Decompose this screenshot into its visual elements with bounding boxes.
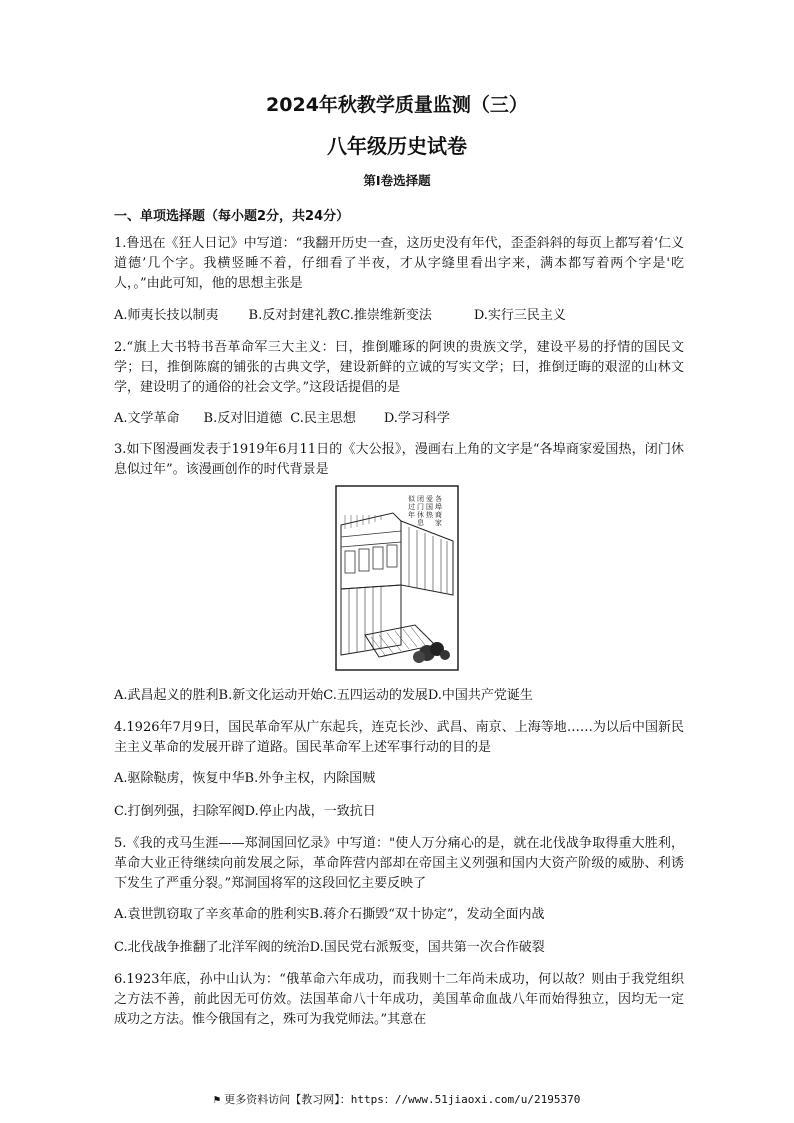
question-2-options: [114, 409, 450, 429]
svg-text:热: 热: [426, 511, 433, 519]
q5-option-b: B.蒋介石撕毁“双十协定”，发动全面内战: [309, 907, 545, 922]
question-4-options-row2: [114, 802, 376, 822]
q2-option-d: D.学习科学: [383, 411, 450, 426]
svg-text:门: 门: [417, 503, 424, 511]
q5-option-a: A.袁世凯窃取了辛亥革命的胜利实: [114, 907, 310, 922]
exam-title: 2024年秋教学质量监测（三）: [266, 94, 528, 116]
q5-option-c: C.北伐战争推翻了北洋军阀的统治: [114, 940, 310, 955]
q4-option-b: B.外争主权，内除国贼: [244, 771, 376, 786]
q1-option-d: D.实行三民主义: [473, 308, 566, 323]
question-4-options-row1: [114, 769, 375, 789]
q3-option-d: D.中国共产党诞生: [427, 688, 533, 703]
svg-text:闭: 闭: [417, 495, 424, 503]
question-3-stem: 3.如下图漫画发表于1919年6月11日的《大公报》，漫画右上角的文字是“各埠商家爱国热，闭门休息似过年”。该漫画创作的时代背景是: [114, 442, 684, 477]
section-heading: 一、单项选择题（每小题2分，共24分）: [114, 209, 350, 224]
svg-text:商: 商: [435, 511, 442, 519]
question-5-options-row1: [114, 905, 545, 925]
q3-option-b: B.新文化运动开始: [218, 688, 324, 703]
exam-subtitle: 八年级历史试卷: [327, 134, 467, 158]
flag-icon: ⚑: [213, 1093, 221, 1106]
question-3-options: [114, 686, 533, 706]
q2-option-b: B.反对旧道德: [203, 411, 283, 426]
q1-option-a: A.师夷长技以制夷: [114, 308, 219, 323]
svg-text:埠: 埠: [435, 503, 442, 511]
svg-text:国: 国: [426, 503, 433, 511]
svg-text:各: 各: [435, 495, 442, 503]
q1-option-c: C.推崇维新变法: [340, 308, 432, 323]
q3-option-a: A.武昌起义的胜利: [114, 688, 219, 703]
footer-link[interactable]: 更多资料访问【教习网】：https：//www.51jiaoxi.com/u/2195370: [224, 1093, 581, 1106]
question-5-options-row2: [114, 938, 545, 958]
question-4-stem: 4.1926年7月9日，国民革命军从广东起兵，连克长沙、武昌、南京、上海等地……为以后中国新民主主义革命的发展开辟了道路。国民革命军上述军事行动的目的是: [114, 720, 684, 755]
q3-option-c: C.五四运动的发展: [323, 688, 428, 703]
q1-option-b: B.反对封建礼教: [248, 308, 341, 323]
question-5-stem: 5.《我的戎马生涯——郑洞国回忆录》中写道："使人万分痛心的是，就在北伐战争取得重大胜利，革命大业正待继续向前发展之际，革命阵营内部却在帝国主义列强和国内大资产阶级的威胁、利诱下发生了严重分裂。”郑洞国将军的这段回忆主要反映了: [114, 836, 684, 891]
svg-text:家: 家: [435, 519, 442, 527]
q2-option-c: C.民主思想: [290, 411, 356, 426]
svg-text:过: 过: [408, 503, 415, 511]
question-6-stem: 6.1923年底，孙中山认为：“俄革命六年成功，而我则十二年尚未成功，何以故？则由于我党组织之方法不善，前此因无可仿效。法国革命八十年成功，美国革命血战八年而始得独立，因均无一定成功之方法。惟今俄国有之，殊可为我党师法。”其意在: [114, 972, 684, 1027]
question-1-stem: 1.鲁迅在《狂人日记》中写道：“我翻开历史一查，这历史没有年代，歪歪斜斜的每页上都写着‘仁义道德’几个字。我横竖睡不着，仔细看了半夜，才从字缝里看出字来，满本都写着两个字是'吃人，。”由此可知，他的思想主张是: [114, 236, 684, 291]
street-cartoon: [335, 485, 459, 671]
footer: [0, 1091, 794, 1107]
svg-text:休: 休: [417, 511, 424, 519]
question-1-options: [114, 306, 566, 326]
svg-text:爱: 爱: [426, 495, 433, 503]
q4-option-c: C.打倒列强，扫除军阀: [114, 804, 245, 819]
q4-option-d: D.停止内战，一致抗日: [244, 804, 376, 819]
q5-option-d: D.国民党右派叛变，国共第一次合作破裂: [309, 940, 545, 955]
part-label: 第I卷选择题: [363, 173, 431, 188]
svg-text:年: 年: [408, 511, 415, 519]
svg-text:息: 息: [417, 519, 424, 527]
question-2-stem: 2.“旗上大书特书吾革命军三大主义：曰，推倒雕琢的阿谀的贵族文学，建设平易的抒情的国民文学；曰，推倒陈腐的铺张的古典文学，建设新鲜的立诚的写实文学；曰，推倒迂晦的艰涩的山林文学，建设明了的通俗的社会文学。”这段话提倡的是: [114, 340, 684, 395]
q2-option-a: A.文学革命: [114, 411, 180, 426]
svg-text:似: 似: [408, 495, 415, 503]
q4-option-a: A.驱除鞑虏，恢复中华: [114, 771, 245, 786]
